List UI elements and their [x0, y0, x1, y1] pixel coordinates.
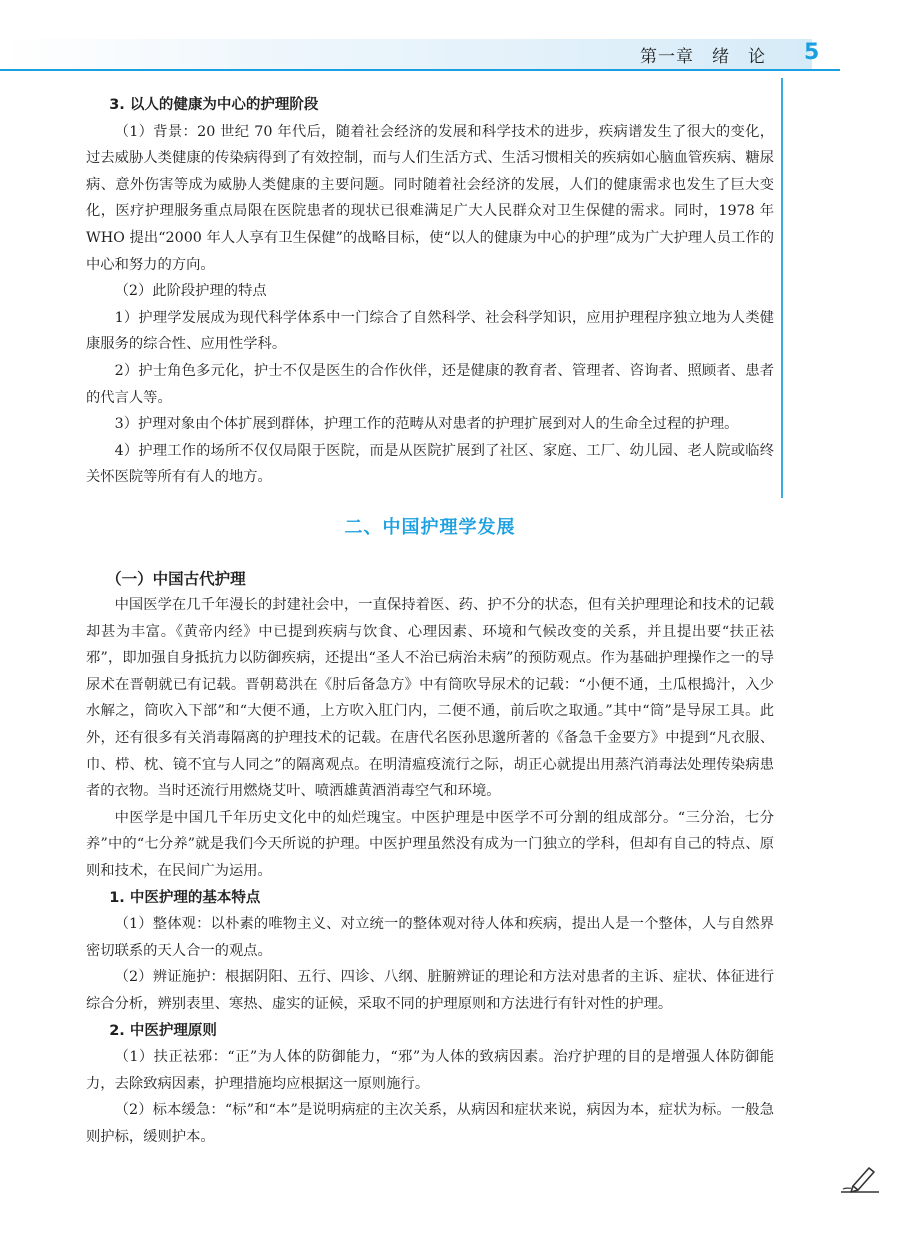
tcm-features-heading: 1. 中医护理的基本特点	[109, 889, 261, 906]
tcm-feature-item: （1）整体观：以朴素的唯物主义、对立统一的整体观对待人体和疾病，提出人是一个整体，人与自然界密切联系的天人合一的观点。	[86, 916, 774, 959]
side-rule	[781, 78, 783, 498]
tcm-principles-heading: 2. 中医护理原则	[109, 1022, 217, 1039]
tcm-principle-item: （2）标本缓急：“标”和“本”是说明病症的主次关系，从病因和症状来说，病因为本，症状为标。一般急则护标，缓则护本。	[86, 1102, 774, 1145]
feature-item: 1）护理学发展成为现代科学体系中一门综合了自然科学、社会科学知识，应用护理程序独立地为人类健康服务的综合性、应用性学科。	[86, 309, 774, 353]
tcm-feature-item: （2）辨证施护：根据阴阳、五行、四诊、八纲、脏腑辨证的理论和方法对患者的主诉、症状、体征进行综合分析，辨别表里、寒热、虚实的证候，采取不同的护理原则和方法进行有针对性的护理。	[86, 969, 774, 1012]
chapter-title: 第一章 绪 论	[640, 47, 766, 67]
tcm-principle-item: （1）扶正祛邪：“正”为人体的防御能力，“邪”为人体的致病因素。治疗护理的目的是增强人体防御能力，去除致病因素，护理措施均应根据这一原则施行。	[86, 1049, 774, 1092]
header-rule	[0, 69, 840, 71]
feature-item: 3）护理对象由个体扩展到群体，护理工作的范畴从对患者的护理扩展到对人的生命全过程的护理。	[114, 416, 739, 433]
pen-note-icon	[839, 1162, 881, 1194]
feature-item: 4）护理工作的场所不仅仅局限于医院，而是从医院扩展到了社区、家庭、工厂、幼儿园、老人院或临终关怀医院等所有有人的地方。	[86, 442, 774, 486]
paragraph-tcm: 中医学是中国几千年历史文化中的灿烂瑰宝。中医护理是中医学不可分割的组成部分。“三分治，七分养”中的“七分养”就是我们今天所说的护理。中医护理虽然没有成为一门独立的学科，但却有自己的特点、原则和技术，在民间广为运用。	[86, 809, 774, 880]
features-title: （2）此阶段护理的特点	[114, 283, 267, 300]
page-body	[86, 92, 774, 1151]
page-number: 5	[804, 40, 820, 65]
section-heading: 3. 以人的健康为中心的护理阶段	[109, 97, 319, 113]
paragraph-ancient: 中国医学在几千年漫长的封建社会中，一直保持着医、药、护不分的状态，但有关护理理论和技术的记载却甚为丰富。《黄帝内经》中已提到疾病与饮食、心理因素、环境和气候改变的关系，并且提出要“扶正祛邪”，即加强自身抵抗力以防御疾病，还提出“圣人不治已病治未病”的预防观点。作为基础护理操作之一的导尿术在晋朝就已有记载。晋朝葛洪在《肘后备急方》中有筒吹导尿术的记载：“小便不通，土瓜根捣汁，入少水解之，筒吹入下部”和“大便不通，上方吹入肛门内，二便不通，前后吹之取通。”其中“筒”是导尿工具。此外，还有很多有关消毒隔离的护理技术的记载。在唐代名医孙思邈所著的《备急千金要方》中提到“凡衣服、巾、栉、枕、镜不宜与人同之”的隔离观点。在明清瘟疫流行之际，胡正心就提出用蒸汽消毒法处理传染病患者的衣物。当时还流行用燃烧艾叶、喷洒雄黄酒消毒空气和环境。	[86, 597, 774, 800]
part-heading: 二、中国护理学发展	[344, 516, 516, 538]
feature-item: 2）护士角色多元化，护士不仅是医生的合作伙伴，还是健康的教育者、管理者、咨询者、照顾者、患者的代言人等。	[86, 362, 774, 406]
paragraph-background: （1）背景：20 世纪 70 年代后，随着社会经济的发展和科学技术的进步，疾病谱发生了很大的变化，过去威胁人类健康的传染病得到了有效控制，而与人们生活方式、生活习惯相关的疾病如心脑血管疾病、糖尿病、意外伤害等成为威胁人类健康的主要问题。同时随着社会经济的发展，人们的健康需求也发生了巨大变化，医疗护理服务重点局限在医院患者的现状已很难满足广大人民群众对卫生保健的需求。同时，1978 年 WHO 提出“2000 年人人享有卫生保健”的战略目标，使“以人的健康为中心的护理”成为广大护理人员工作的中心和努力的方向。	[86, 123, 774, 273]
subsection-heading: （一）中国古代护理	[106, 569, 246, 588]
